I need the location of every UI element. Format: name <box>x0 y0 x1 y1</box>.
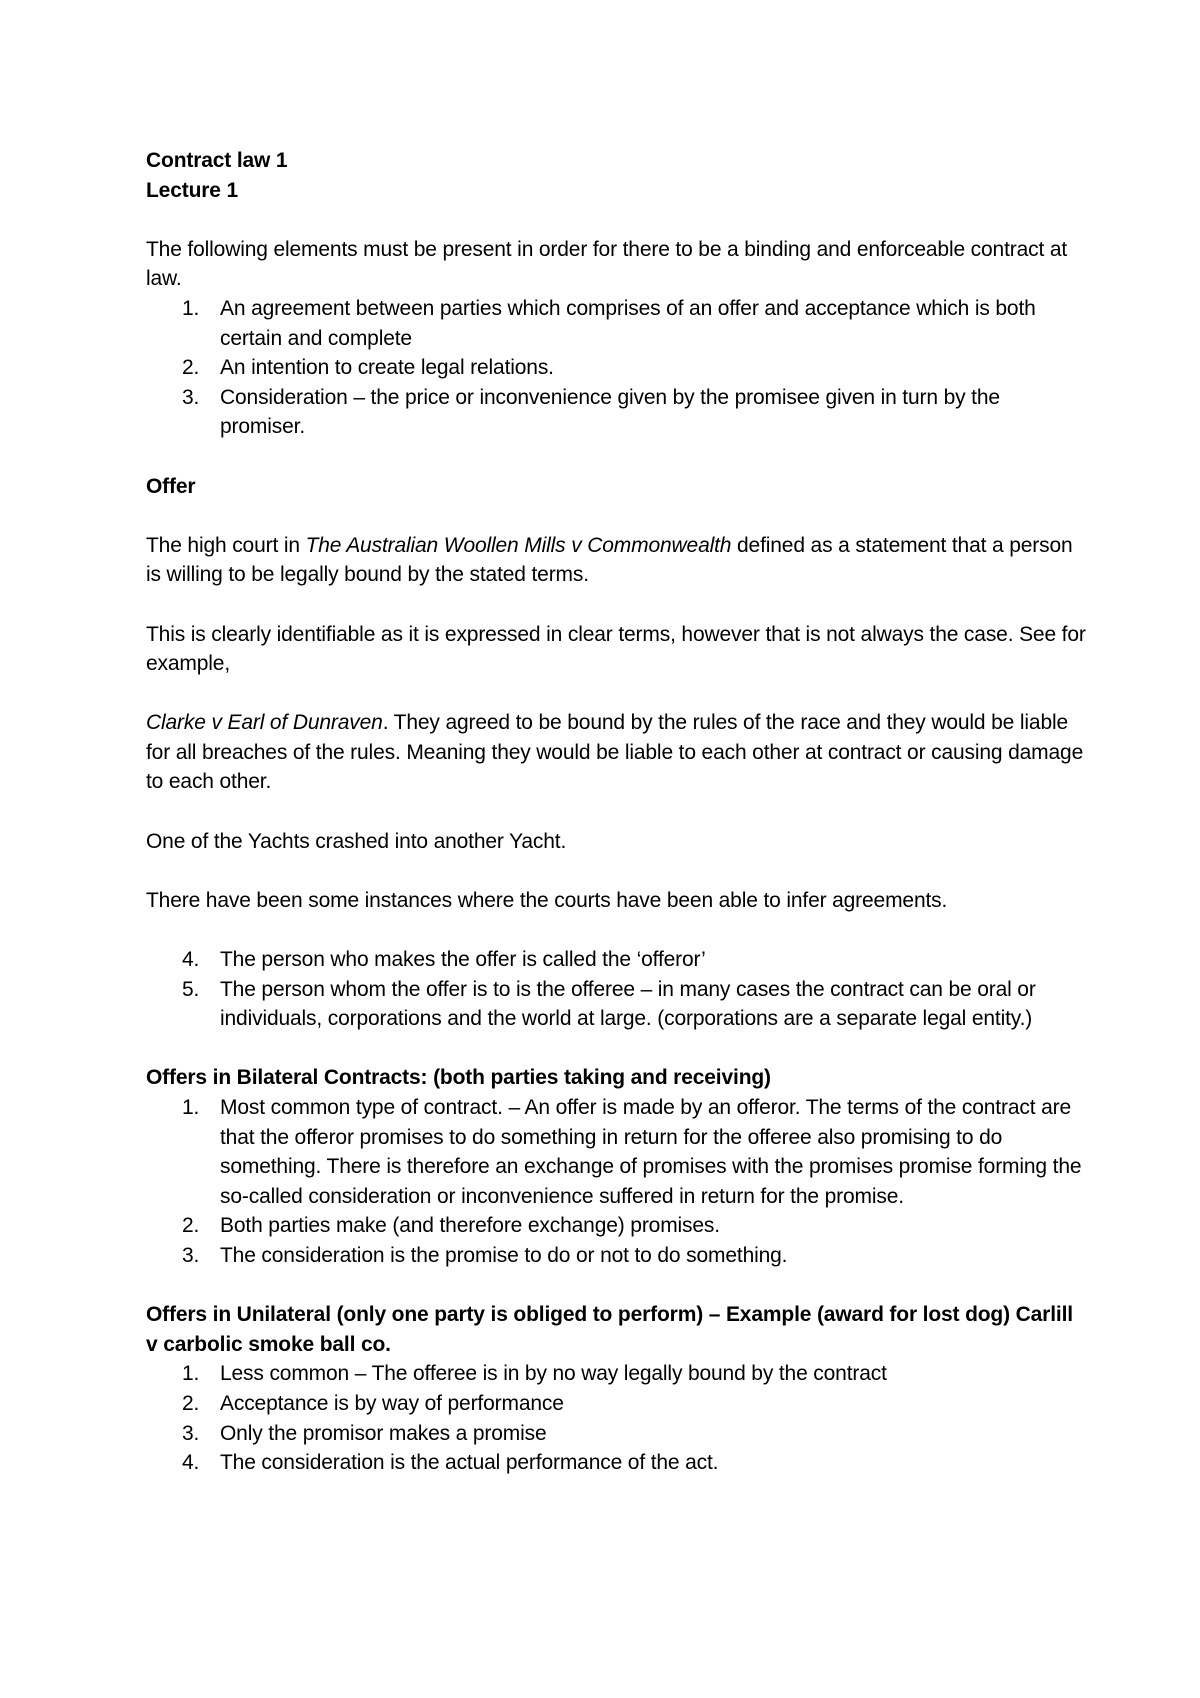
list-text: Most common type of contract. – An offer is made by an offeror. The terms of the contract are that the offeror promises to do something in return for the offeree also promising to do something. There is therefore an exchange of promises with the promises promise forming the so-called consideration or inconvenience suffered in return for the promise. <box>220 1096 1082 1208</box>
unilateral-heading: Offers in Unilateral (only one party is obliged to perform) – Example (award for lost dog) Carlill v carbolic smoke ball co. <box>146 1303 1073 1356</box>
list-text: The person whom the offer is to is the offeree – in many cases the contract can be oral or individuals, corporations and the world at large. (corporations are a separate legal entity.) <box>220 977 1036 1031</box>
list-item <box>146 1419 1086 1449</box>
list-item <box>146 294 1086 353</box>
bilateral-heading: Offers in Bilateral Contracts: (both parties taking and receiving) <box>146 1066 771 1090</box>
spacer <box>146 590 1086 620</box>
offer-heading: Offer <box>146 474 196 498</box>
list-item <box>146 1389 1086 1419</box>
list-text: Acceptance is by way of performance <box>220 1391 564 1415</box>
list-item <box>146 1093 1086 1211</box>
list-item <box>146 975 1086 1034</box>
list-number: 4. <box>182 948 200 972</box>
list-text: The consideration is the actual performance of the act. <box>220 1451 719 1475</box>
list-item <box>146 1448 1086 1478</box>
list-text: The consideration is the promise to do or not to do something. <box>220 1243 788 1267</box>
list-number: 3. <box>182 1421 200 1445</box>
list-text: Consideration – the price or inconvenience given by the promisee given in turn by the promiser. <box>220 385 1000 439</box>
intro-paragraph: The following elements must be present in order for there to be a binding and enforceable contract at law. <box>146 237 1068 291</box>
list-item <box>146 1211 1086 1241</box>
offer-paragraph-4: One of the Yachts crashed into another Yacht. <box>146 829 567 853</box>
list-number: 5. <box>182 977 200 1001</box>
spacer <box>146 679 1086 709</box>
text-run: The high court in <box>146 533 306 557</box>
offer-paragraph-2: This is clearly identifiable as it is expressed in clear terms, however that is not always the case. See for example, <box>146 622 1086 676</box>
spacer <box>146 501 1086 531</box>
list-item <box>146 1359 1086 1389</box>
list-number: 1. <box>182 1096 200 1119</box>
document-subtitle: Lecture 1 <box>146 178 239 202</box>
offer-paragraph-1 <box>146 531 1086 590</box>
spacer <box>146 915 1086 945</box>
list-number: 1. <box>182 296 200 320</box>
offer-list <box>146 945 1086 1034</box>
list-text: The person who makes the offer is called the ‘offeror’ <box>220 948 706 972</box>
offer-paragraph-5: There have been some instances where the courts have been able to infer agreements. <box>146 888 948 912</box>
list-text: Only the promisor makes a promise <box>220 1421 547 1445</box>
list-number: 3. <box>182 385 200 409</box>
list-number: 2. <box>182 1214 200 1238</box>
text-run: . They agreed to be bound by the rules of the race and they would be liable for all breaches of the rules. Meaning they would be liable to each other at contract or causing damage to each other. <box>146 711 1084 794</box>
spacer <box>146 1271 1086 1301</box>
spacer <box>146 205 1086 235</box>
spacer <box>146 442 1086 472</box>
list-number: 3. <box>182 1243 200 1267</box>
case-name: The Australian Woollen Mills v Commonwealth <box>305 533 732 557</box>
text-run: defined as a statement that a person is willing to be legally bound by the stated terms. <box>146 533 1073 587</box>
unilateral-list <box>146 1359 1086 1477</box>
spacer <box>146 856 1086 886</box>
list-number: 2. <box>182 1391 200 1415</box>
list-text: Less common – The offeree is in by no way legally bound by the contract <box>220 1362 887 1386</box>
intro-list <box>146 294 1086 442</box>
case-name: Clarke v Earl of Dunraven <box>146 711 383 735</box>
spacer <box>146 797 1086 827</box>
bilateral-list <box>146 1093 1086 1271</box>
offer-paragraph-3 <box>146 708 1086 797</box>
list-number: 1. <box>182 1362 200 1386</box>
list-item <box>146 353 1086 383</box>
list-text: Both parties make (and therefore exchange) promises. <box>220 1214 720 1238</box>
list-number: 2. <box>182 356 200 380</box>
list-number: 4. <box>182 1451 200 1475</box>
list-text: An intention to create legal relations. <box>220 356 554 380</box>
list-text: An agreement between parties which comprises of an offer and acceptance which is both certain and complete <box>220 296 1036 350</box>
document-title: Contract law 1 <box>146 149 288 172</box>
list-item <box>146 383 1086 442</box>
list-item <box>146 945 1086 975</box>
spacer <box>146 1034 1086 1064</box>
document-page <box>146 146 1086 1478</box>
list-item <box>146 1241 1086 1271</box>
